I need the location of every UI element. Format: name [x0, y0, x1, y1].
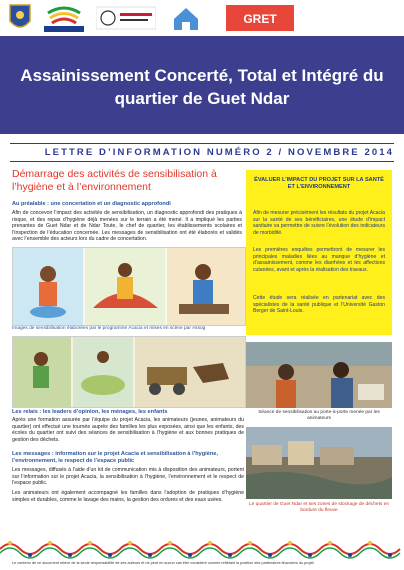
illustration-panel-bottom	[12, 336, 246, 408]
title-line-2: quartier de Guet Ndar	[114, 89, 290, 108]
page-title	[0, 36, 404, 110]
partner-logo	[96, 3, 156, 33]
footer-pattern	[0, 535, 404, 561]
municipal-seal-logo	[8, 3, 32, 33]
agence-logo	[42, 3, 86, 33]
sensitization-illustration-bottom	[13, 337, 245, 407]
impact-sidebar-box	[246, 170, 392, 335]
sidebar-paragraph-2: Les premières enquêtes permettront de mesurer les principales maladies liées au manque d’hygiène et d’assainissement, comme les diarrhées et les affections cutanées, avant et après la réalisation des travaux.	[253, 247, 385, 273]
subhead-messages: Les messages : information sur le projet Acacia et sensibilisation à l’hygiène, l’environnement, le respect de l’espace public	[12, 451, 218, 464]
sidebar-paragraph-3: Cette étude sera réalisée en partenariat avec des spécialistes de la santé publique et l’Université Gaston Berger de Saint-Louis.	[253, 295, 385, 314]
decorative-footer-strip	[0, 535, 404, 561]
neighborhood-photo	[246, 427, 392, 499]
paragraph-relais: Après une formation assurée par l’équipe du projet Acacia, les animateurs (jeunes, animateurs du quartier) ont effectué une tournée auprès des familles les plus exposées, ainsi que les enfants, des écoles du quartier ont suivi des séances de sensibilisation à l’hygiène et aux bonnes pratiques de gestion des déchets.	[12, 417, 244, 443]
door-to-door-photo	[246, 342, 392, 408]
paragraph-messages-1: Les messages, diffusés à l’aide d’un kit de communication mis à disposition des animateurs, portent sur l’information sur le projet Acacia, la sensibilisation à l’hygiène, l’environnement et le respect de l’espace public.	[12, 467, 244, 487]
illustration-panel-top	[12, 247, 246, 326]
caption-right-bottom: Le quartier de Guet Ndar et ses zones de stockage de déchets en bordure du fleuve	[249, 502, 389, 513]
paragraph-diagnostic: Afin de concevoir l’impact des activités de sensibilisation, un diagnostic approfondi des pratiques à risque, et des repas d’hygiène déjà menées sur le terrain a été mené. Il a impliqué les parties prenantes de Guet Ndar et de Ndar Toute, le chef de quartier, les établissements scolaires et l’inspection de l’éducation concernée. Les messages de sensibilisation ont été élaborés et validés avec l’ensemble des acteurs lors du cadre de concertation.	[12, 210, 242, 243]
gret-logo	[226, 3, 294, 33]
caption-top-illustration: Images de sensibilisation élaborées par le programme Acacia et mises en scène par Assog	[12, 326, 206, 331]
caption-right-mid: Séance de sensibilisation au porte-à-porte menée par les animateurs	[258, 410, 380, 421]
sidebar-title: ÉVALUER L’IMPACT DU PROJET SUR LA SANTÉ ET L’ENVIRONNEMENT	[254, 177, 384, 190]
sensitization-illustration-top	[13, 248, 245, 325]
photo-neighborhood	[246, 427, 392, 499]
footer-disclaimer: Le contenu de ce document relève de la seule responsabilité de ses auteurs et ne peut en aucun cas être considéré comme reflétant la position des partenaires financiers du projet.	[12, 561, 315, 565]
paragraph-messages-2: Les animateurs ont également accompagné les familles dans l’adoption de pratiques d’hygiène simples et durables, comme le lavage des mains, la gestion des ordures et des eaux usées.	[12, 490, 244, 503]
gret-logo-text: GRET	[243, 12, 277, 26]
title-line-1: Assainissement Concerté, Total et Intégré du	[20, 66, 384, 85]
section-title: Démarrage des activités de sensibilisation à l’hygiène et à l’environnement	[12, 168, 217, 193]
photo-door-to-door	[246, 342, 392, 408]
title-banner	[0, 36, 404, 134]
sidebar-paragraph-1: Afin de mesurer précisément les résultats du projet Acacia sur la santé de ses bénéficiaires, une étude d’impact sanitaire va permettre de suivre l’évolution des indicateurs de morbidité.	[253, 210, 385, 236]
subhead-diagnostic: Au préalable : une concertation et un diagnostic approfondi	[12, 201, 171, 207]
house-logo	[168, 3, 204, 33]
subhead-relais: Les relais : les leaders d’opinion, les ménages, les enfants	[12, 409, 168, 415]
newsletter-label: LETTRE D’INFORMATION NUMÉRO 2 / NOVEMBRE 2014	[10, 143, 394, 162]
logo-strip	[0, 0, 404, 36]
